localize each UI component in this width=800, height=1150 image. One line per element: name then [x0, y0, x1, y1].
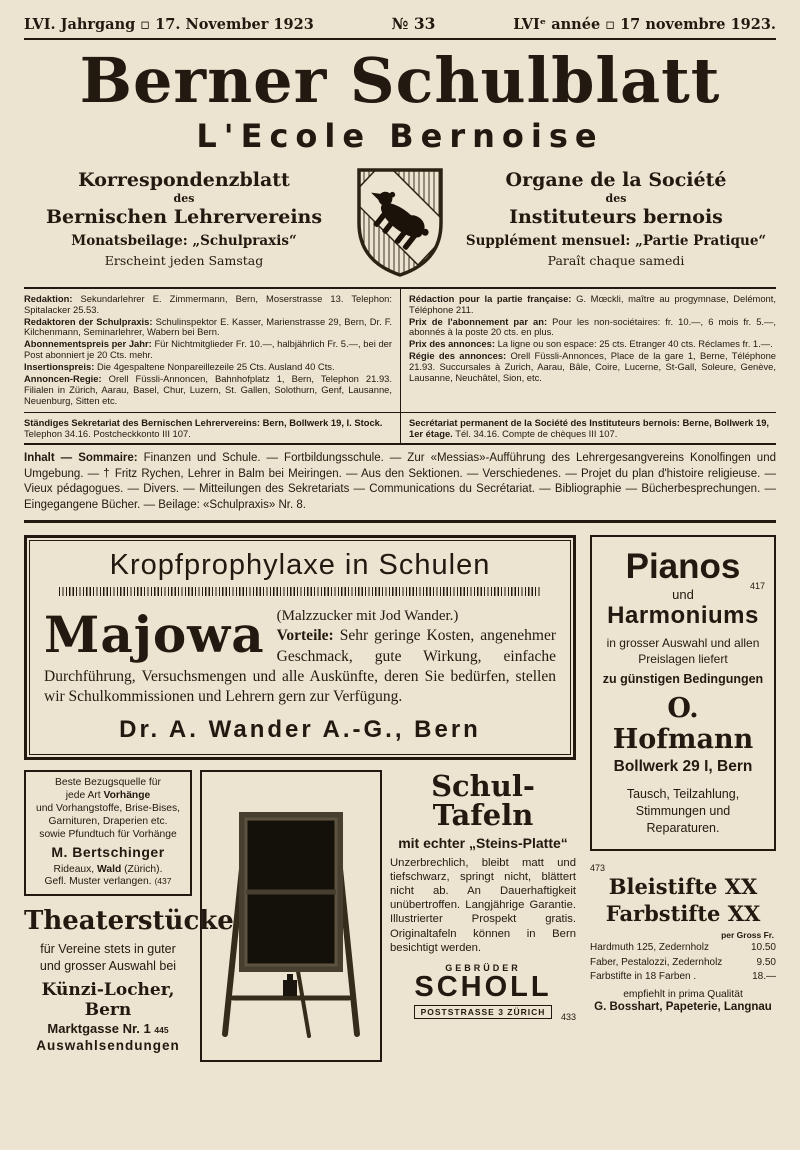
ad-reference-number: 445 [154, 1024, 169, 1035]
ad-headline: Harmoniums [607, 601, 759, 629]
ad-body: Unzerbrechlich, bleibt matt und tiefschwarz, springt nicht, blättert nicht ab. An Dauerhaftigkeit unübertroffen. Langjährige Garantie. Illustrierter Prospekt gratis. Originaltafeln können in Bern besichtigt werden. [390, 857, 576, 954]
ad-body: in grosser Auswahl und allen Preislagen liefert [606, 635, 760, 666]
ad-line-part: (Zürich). [121, 863, 163, 875]
ad-headline: Pianos [625, 546, 741, 586]
ads-bottom-left-stack [24, 770, 234, 1062]
ad-headline: Schul-Tafeln [431, 769, 535, 833]
ad-headline: Kropfprophylaxe in Schulen [109, 548, 491, 581]
price-value: 9.50 [756, 956, 776, 968]
ad-line: Garnituren, Draperien etc. [48, 815, 168, 827]
contents-text: Finanzen und Schule. — Fortbildungsschule. — Zur «Messias»-Aufführung des Lehrergesangvereins Konolfingen und Umgebung. — † Fritz Rychen, Lehrer in Balm bei Meiringen. — Aus den Sektionen. — Verschiedenes. — Projet du plan d'histoire religieuse. — Vieux pédagogues. — Divers. — Mitteilungen des Sekretariats — Communications du Secrétariat. — Bibliographie — Bücherbesprechungen. — Eingegangene Bücher. — Beilage: «Schulpraxis» Nr. 8. [24, 452, 776, 511]
ad-connector: und [672, 586, 694, 602]
price-value: 10.50 [750, 942, 776, 954]
secretariat-french [400, 413, 776, 444]
brand-name: SCHOLL [414, 970, 552, 1003]
price-value: 18.— [752, 971, 776, 983]
ad-bertschinger-vorhaenge [24, 770, 192, 896]
ad-line-part: Rideaux, [53, 863, 98, 875]
bern-bear-crest-icon [348, 165, 452, 279]
imprint-label: Redaktion: [24, 292, 73, 304]
ad-body [24, 941, 192, 974]
imprint-text: Pour les non-sociétaires: fr. 10.—, 6 mois fr. 5.—, abonnés à la poste 20 cts. en plus. [409, 315, 776, 338]
ad-bosshart-bleistifte [590, 863, 776, 1013]
issue-date-french: LVIᵉ année ▫ 17 novembre 1923. [513, 16, 776, 33]
imprint-label: Prix de l'abonnement par an: [409, 315, 548, 327]
ad-line-bold: Vorhänge [103, 790, 151, 801]
ad-reference-number: 473 [590, 862, 606, 873]
imprint-label: Abonnementspreis per Jahr: [24, 338, 152, 350]
brand-address: POSTSTRASSE 3 ZÜRICH [414, 1005, 553, 1019]
brand-prefix: GEBRÜDER [445, 962, 521, 973]
imprint-text: Orell Füssli-Annonces, Place de la gare 1, Berne, Téléphone 21.93. Succursales à Zurich, Aarau, Bâle, Coire, Lucerne, St-Gall, Soleure, Genève, Lausanne, Neuchâtel, Sion, etc. [409, 350, 776, 384]
ad-line: und Vorhangstoffe, Brise-Bises, [35, 802, 181, 814]
ad-line-part: Gefl. Muster verlangen. [44, 876, 152, 888]
ad-line: sowie Pfundtuch für Vorhänge [39, 828, 177, 840]
blackboard-illustration [200, 770, 382, 1062]
issue-header [24, 14, 776, 40]
ad-reference-number: 417 [749, 580, 765, 591]
advertisement-section [24, 535, 776, 1062]
ad-scholl-schultafeln [390, 770, 576, 1062]
advertiser-name: Dr. A. Wander A.-G., Bern [119, 716, 481, 744]
ad-line-part: jede Art [65, 790, 104, 801]
imprint-line-redaktion [24, 294, 392, 316]
ad-body-block [44, 600, 556, 707]
imprint-label: Redaktoren der Schulpraxis: [24, 315, 153, 327]
ad-line: für Vereine stets in guter [40, 942, 176, 957]
ads-right-column [590, 535, 776, 1062]
address-text: Marktgasse Nr. 1 [47, 1020, 151, 1036]
french-organ-line: Organe de la Société [505, 168, 727, 191]
ads-bottom-row [24, 770, 576, 1062]
german-association-line: Bernischen Lehrervereins [45, 205, 323, 228]
imprint-line-insertion [24, 362, 392, 373]
price-item: Hardmuth 125, Zedernholz [590, 942, 709, 954]
imprint-label: Rédaction pour la partie française: [409, 292, 572, 304]
german-organ-line: Korrespondenzblatt [78, 168, 290, 191]
hatch-rule [59, 587, 540, 596]
issue-date-german: LVI. Jahrgang ▫ 17. November 1923 [24, 16, 314, 33]
ad-footline: Auswahlsendungen [36, 1037, 180, 1053]
imprint-label: Régie des annonces: [409, 350, 507, 362]
advertiser-address [24, 1021, 192, 1036]
imprint-line-abonnement [24, 339, 392, 361]
imprint-line-annoncen [24, 374, 392, 407]
advertiser-address: Bollwerk 29 I, Bern [613, 758, 753, 776]
imprint-text: La ligne ou son espace: 25 cts. Etranger 40 cts. Réclames fr. 1.—. [497, 338, 773, 350]
imprint-text: Orell Füssli-Annoncen, Bahnhofplatz 1, Bern, Telephon 21.93. Filialen in Zürich, Aarau, Basel, Chur, Luzern, St. Gallen, Solothurn, Genf, Lausanne, Neuenburg, Sitten etc. [24, 373, 392, 406]
masthead-french-column [456, 165, 776, 268]
ad-headline: Bleistifte XX [608, 873, 758, 899]
ad-footline: empfiehlt in prima Qualität [623, 988, 743, 1000]
vorteile-text: Sehr geringe Kosten, angenehmer Geschmack, gute Wirkung, einfache Durchführung, Versuchsmengen und alle Auskünfte, deren Sie bedürfen, stellen wir Schulkommissionen und Lehrern gern zur Verfügung. [44, 627, 556, 705]
advertiser-name: Künzi-Locher, Bern [41, 979, 175, 1020]
price-item: Faber, Pestalozzi, Zedernholz [590, 956, 723, 968]
ad-line [30, 864, 186, 877]
advertiser-name: M. Bertschinger [51, 843, 165, 860]
imprint-text: Sekundarlehrer E. Zimmermann, Bern, Moserstrasse 13. Telephon: Spitalacker 25.53. [24, 292, 392, 315]
price-row [590, 956, 776, 971]
ad-line [30, 876, 186, 889]
secretariat-label: Ständiges Sekretariat des Bernischen Lehrervereins: Bern, Bollwerk 19, I. Stock. [24, 416, 383, 428]
product-description: (Malzzucker mit Jod Wander.) [276, 607, 459, 624]
ad-hofmann-pianos [590, 535, 776, 851]
ad-reference-number: (437 [154, 876, 172, 887]
imprint-block [24, 287, 776, 446]
french-des-line: des [605, 191, 627, 205]
price-row [590, 941, 776, 956]
ad-line: Beste Bezugsquelle für [55, 777, 161, 789]
price-row [590, 970, 776, 985]
secretariat-text: Tél. 34.16. Compte de chèques III 107. [455, 428, 618, 440]
ad-line-bold: Wald [97, 863, 122, 875]
advertiser-name: O. Hofmann [612, 693, 754, 756]
french-supplement-line: Supplément mensuel: „Partie Pratique“ [465, 232, 767, 249]
german-schedule-line: Erscheint jeden Samstag [104, 252, 264, 268]
german-supplement-line: Monatsbeilage: „Schulpraxis“ [71, 232, 297, 249]
imprint-french-column [400, 289, 776, 412]
imprint-line-regie [409, 351, 776, 384]
ad-subheadline: mit echter „Steins-Platte“ [398, 835, 568, 852]
ad-services: Tausch, Teilzahlung, Stimmungen und Reparaturen. [626, 787, 740, 835]
masthead-german-column [24, 165, 344, 268]
imprint-text: Schulinspektor E. Kasser, Marienstrasse 29, Bern, Dr. F. Kilchenmann, Seminarlehrer, Wabern bei Bern. [24, 315, 392, 338]
imprint-line-redaktoren [24, 317, 392, 339]
ad-emphasis: zu günstigen Bedingungen [602, 672, 764, 687]
secretariat-text: Telephon 34.16. Postcheckkonto III 107. [24, 428, 191, 440]
table-of-contents [24, 445, 776, 523]
ad-line: und grosser Auswahl bei [39, 958, 177, 973]
imprint-text: G. Mœckli, maître au progymnase, Delémont, Téléphone 211. [409, 292, 776, 315]
imprint-german-column [24, 289, 400, 412]
vorteile-label: Vorteile: [276, 627, 334, 645]
secretariat-row [24, 412, 776, 444]
imprint-text: Für Nichtmitglieder Fr. 10.—, halbjährlich Fr. 5.—, bei der Post abonniert je 20 Cts. mehr. [24, 338, 392, 361]
imprint-line-prix-annonces [409, 339, 776, 350]
imprint-line-prix-abonnement [409, 317, 776, 339]
issue-number: № 33 [391, 14, 436, 33]
masthead-subtitle: L'Ecole Bernoise [196, 116, 604, 155]
imprint-label: Insertionspreis: [24, 361, 95, 373]
ad-reference-number: 433 [560, 1011, 576, 1022]
ad-line [30, 790, 186, 803]
secretariat-label: Secrétariat permanent de la Société des Instituteurs bernois: Berne, Bollwerk 19, 1er étage. [409, 416, 770, 440]
ad-headline: Theaterstücke [24, 906, 234, 937]
french-schedule-line: Paraît chaque samedi [547, 252, 685, 268]
masthead-columns [24, 165, 776, 279]
ad-kuenzi-locher-theaterstuecke [24, 906, 234, 1053]
brand-majowa: Majowa [44, 604, 265, 664]
price-unit-label: per Gross Fr. [721, 930, 774, 941]
ad-majowa-wander [24, 535, 576, 760]
scholl-logo [390, 963, 576, 1020]
french-association-line: Instituteurs bernois [509, 205, 723, 228]
masthead-title: Berner Schulblatt [79, 44, 721, 117]
imprint-line-redaction [409, 294, 776, 316]
german-des-line: des [173, 191, 195, 205]
ads-left-column [24, 535, 576, 1062]
imprint-label: Annoncen-Regie: [24, 373, 102, 385]
advertiser-name: G. Bosshart, Papeterie, Langnau [594, 1000, 772, 1013]
imprint-label: Prix des annonces: [409, 338, 495, 350]
price-item: Farbstifte in 18 Farben . [590, 971, 697, 983]
ad-headline: Farbstifte XX [605, 901, 761, 927]
contents-label: Inhalt — Sommaire: [24, 452, 138, 465]
secretariat-german [24, 413, 400, 444]
imprint-text: Die 4gespaltene Nonpareillezeile 25 Cts. Ausland 40 Cts. [96, 361, 335, 373]
